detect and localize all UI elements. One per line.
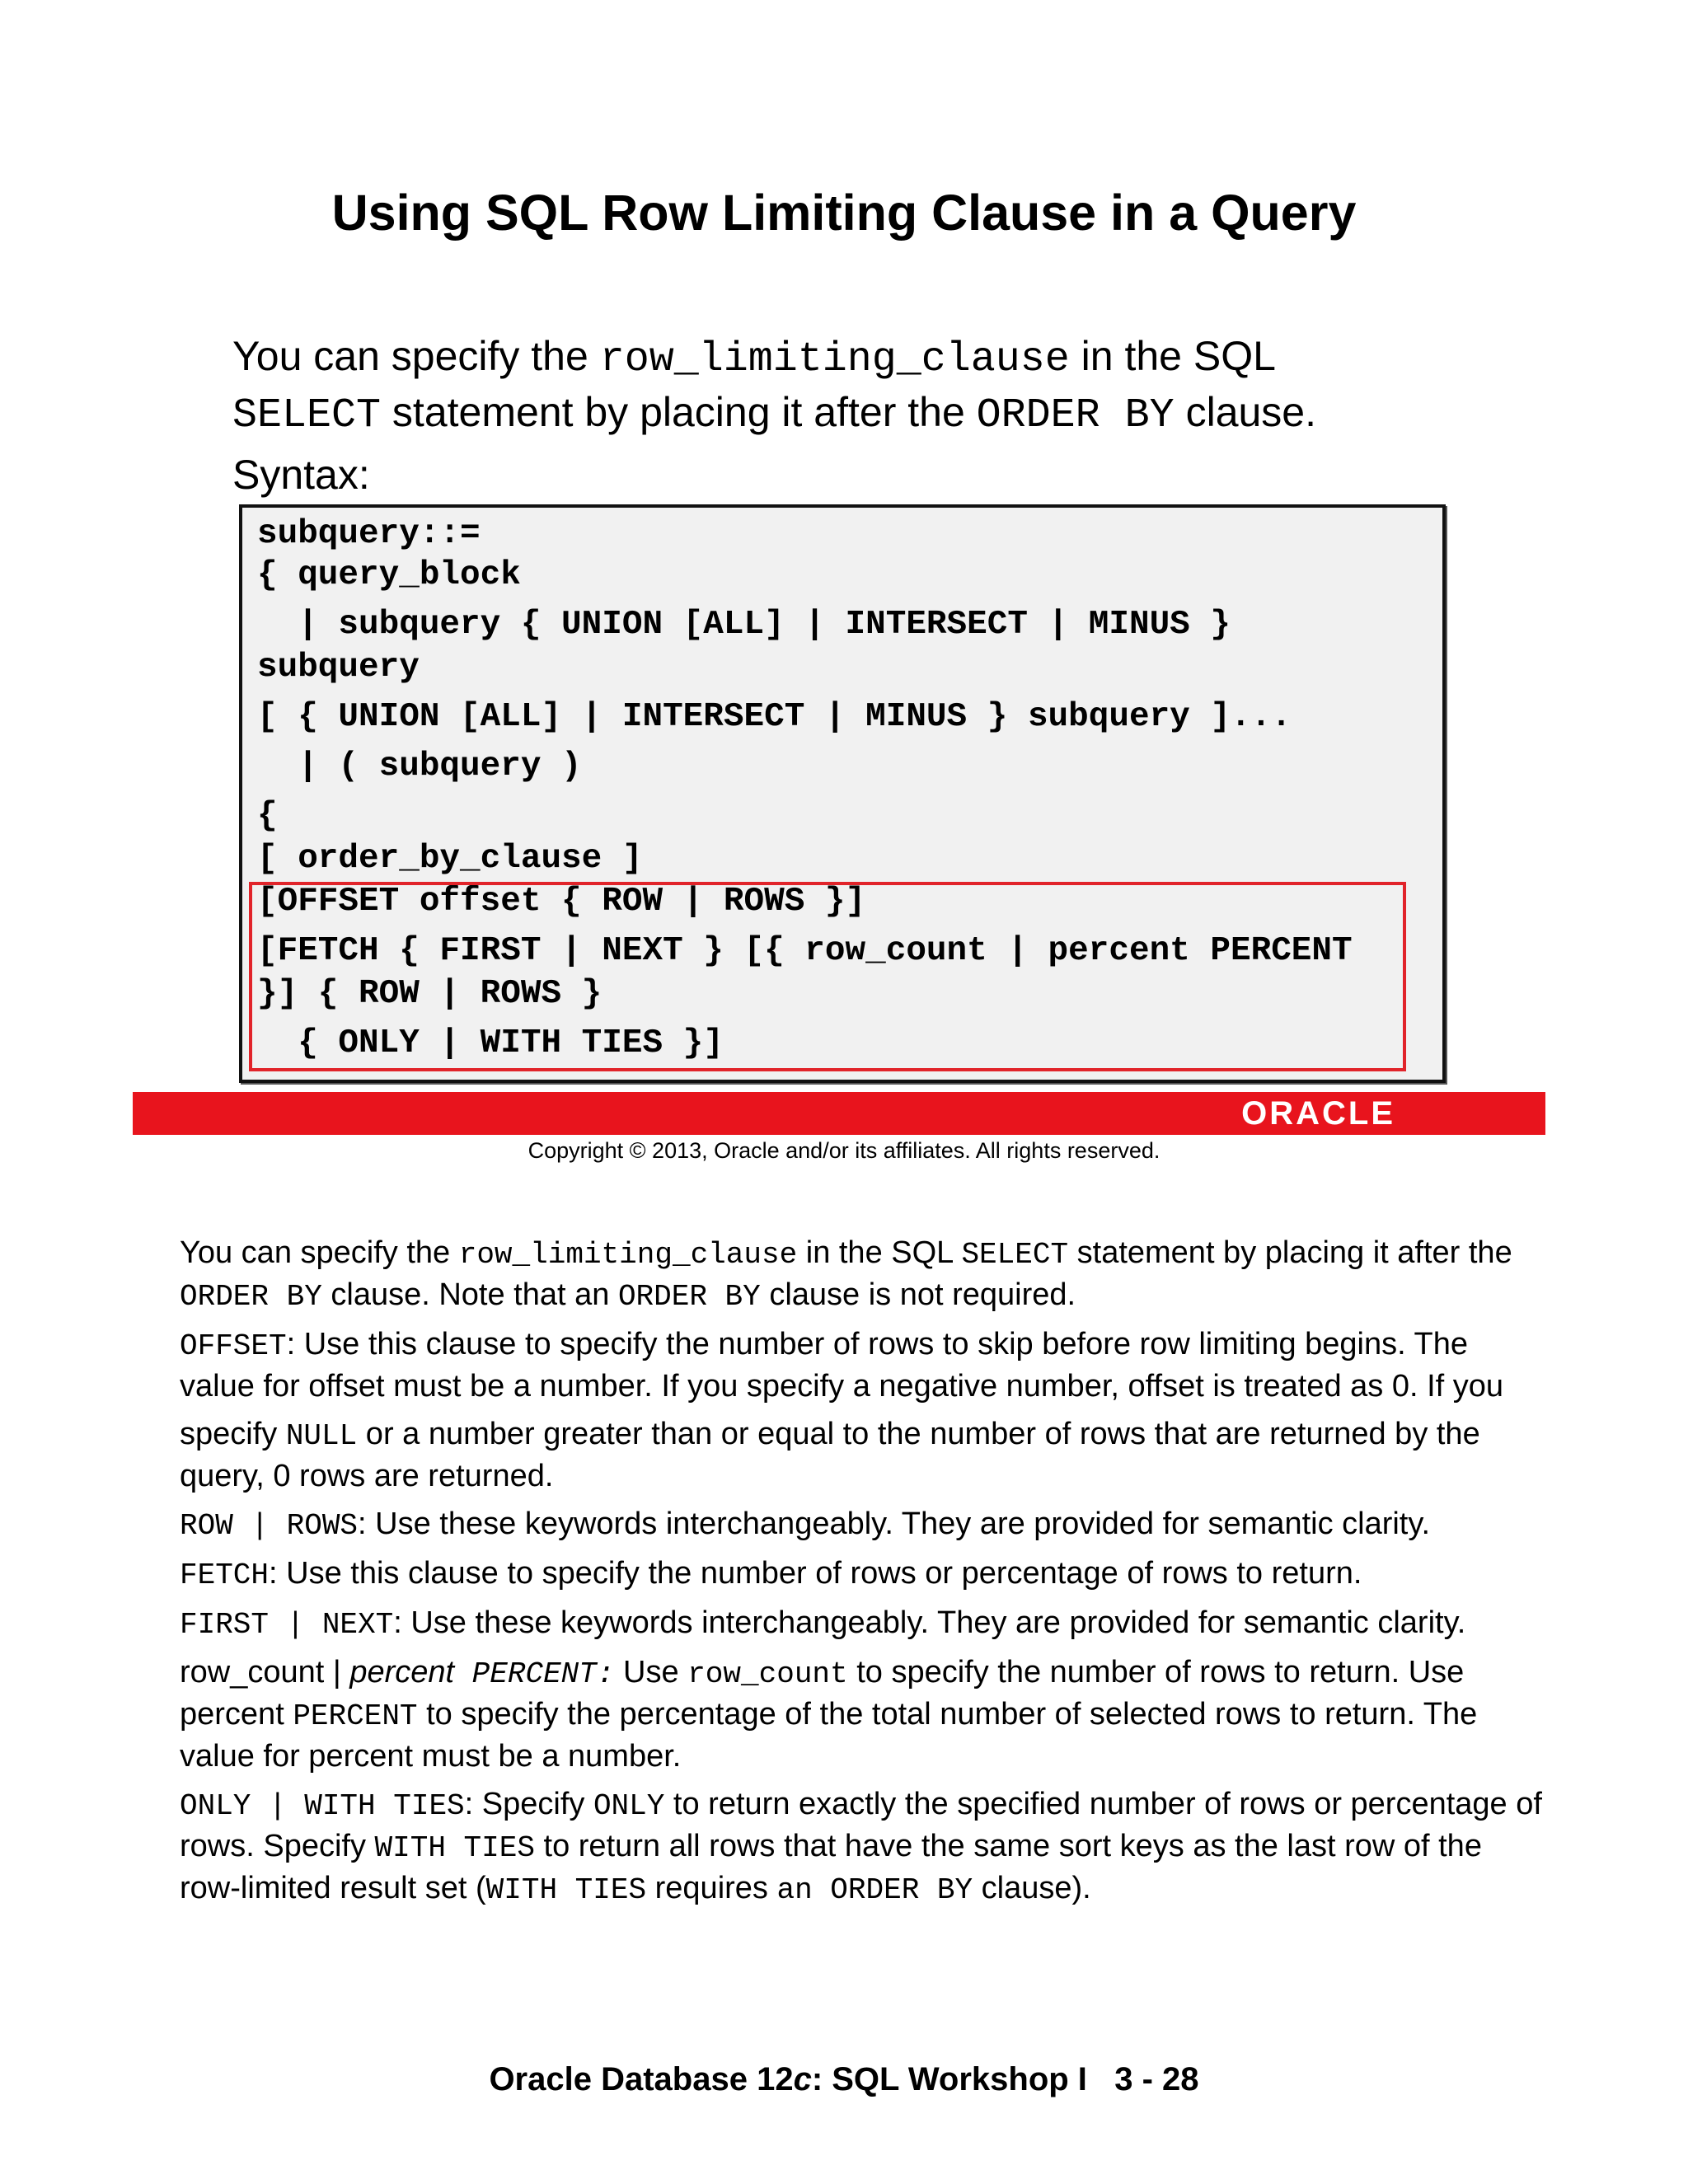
footer-italic: c bbox=[793, 2061, 812, 2097]
slide-title: Using SQL Row Limiting Clause in a Query bbox=[331, 185, 1357, 241]
oracle-logo: ORACLE bbox=[1241, 1095, 1395, 1132]
code-line: { query_block bbox=[257, 556, 521, 594]
code: OFFSET bbox=[180, 1329, 287, 1363]
code: ROW | ROWS bbox=[180, 1509, 359, 1543]
notes-paragraph bbox=[180, 1784, 1548, 1910]
oracle-red-band bbox=[133, 1092, 1545, 1135]
text: to return exactly the specified number of rows or percentage of rows. Specify bbox=[180, 1787, 1542, 1863]
intro-text: You can specify the bbox=[232, 333, 600, 379]
code: FETCH bbox=[180, 1558, 270, 1592]
code-line: { bbox=[257, 797, 278, 835]
text: clause is not required. bbox=[760, 1277, 1076, 1312]
notes-section bbox=[180, 1233, 1548, 1918]
intro-code-order-by: ORDER BY bbox=[976, 392, 1175, 439]
code: FIRST | NEXT bbox=[180, 1608, 394, 1642]
code-line: [ { UNION [ALL] | INTERSECT | MINUS } subquery ]... bbox=[257, 698, 1292, 736]
text: : Use these keywords interchangeably. They are provided for semantic clarity. bbox=[393, 1605, 1466, 1640]
intro-code-row-limiting-clause: row_limiting_clause bbox=[599, 336, 1070, 383]
text: to specify the number of rows to return. Use percent bbox=[180, 1655, 1465, 1732]
intro-line-2 bbox=[232, 386, 1316, 443]
text: You can specify the bbox=[180, 1235, 459, 1270]
code: row_limiting_clause bbox=[458, 1238, 798, 1272]
code-line: subquery bbox=[257, 649, 420, 687]
code: WITH TIES bbox=[485, 1873, 647, 1907]
code: an ORDER BY bbox=[776, 1873, 973, 1907]
code: ONLY | WITH TIES bbox=[180, 1789, 465, 1823]
footer-text: Oracle Database 12 bbox=[489, 2061, 794, 2097]
code: row_count bbox=[687, 1657, 848, 1691]
code: ORDER BY bbox=[180, 1280, 322, 1314]
intro-line-1 bbox=[232, 330, 1276, 387]
text: statement by placing it after the bbox=[1068, 1235, 1512, 1270]
notes-paragraph bbox=[180, 1414, 1548, 1497]
row-limiting-highlight-box bbox=[249, 882, 1406, 1071]
text: clause). bbox=[973, 1871, 1091, 1905]
text: : Use this clause to specify the number of rows to skip before row limiting begins. The value for offset must be a number. If you specify a negative number, offset is treated as 0. If you bbox=[180, 1327, 1504, 1404]
notes-paragraph bbox=[180, 1504, 1548, 1546]
text: Use bbox=[614, 1655, 688, 1690]
text: or a number greater than or equal to the number of rows that are returned by the query, 0 rows are returned. bbox=[180, 1417, 1480, 1493]
syntax-code-box bbox=[239, 504, 1446, 1083]
syntax-label: Syntax: bbox=[232, 452, 370, 498]
code: ORDER BY bbox=[617, 1280, 761, 1314]
code: ONLY bbox=[593, 1789, 665, 1823]
notes-paragraph bbox=[180, 1652, 1548, 1777]
intro-text: in the SQL bbox=[1069, 333, 1276, 379]
text: : Use this clause to specify the number of rows or percentage of rows to return. bbox=[269, 1556, 1362, 1591]
intro-text: statement by placing it after the bbox=[381, 389, 977, 435]
code: WITH TIES bbox=[374, 1831, 535, 1865]
intro-code-select: SELECT bbox=[232, 392, 382, 439]
italic-text: percent bbox=[349, 1655, 455, 1690]
text: to specify the percentage of the total number of selected rows to return. The value for percent must be a number. bbox=[180, 1697, 1478, 1774]
text: row_count | bbox=[180, 1655, 350, 1690]
code-line: | ( subquery ) bbox=[257, 748, 582, 785]
code-line: | subquery { UNION [ALL] | INTERSECT | MINUS } bbox=[257, 606, 1231, 644]
text: : Use these keywords interchangeably. They are provided for semantic clarity. bbox=[358, 1507, 1431, 1541]
intro-text: clause. bbox=[1174, 389, 1317, 435]
code-line: }] { ROW | ROWS } bbox=[257, 975, 603, 1013]
notes-paragraph bbox=[180, 1324, 1548, 1407]
footer-text: : SQL Workshop I 3 - 28 bbox=[811, 2061, 1199, 2097]
text: clause. Note that an bbox=[321, 1277, 618, 1312]
copyright-text: Copyright © 2013, Oracle and/or its affiliates. All rights reserved. bbox=[528, 1138, 1160, 1163]
code-line: [FETCH { FIRST | NEXT } [{ row_count | percent PERCENT bbox=[257, 932, 1353, 970]
text: requires bbox=[646, 1871, 777, 1905]
code-line: [OFFSET offset { ROW | ROWS }] bbox=[257, 883, 866, 921]
notes-paragraph bbox=[180, 1603, 1548, 1645]
text: in the SQL bbox=[797, 1235, 962, 1270]
text: specify bbox=[180, 1417, 286, 1451]
code-line: subquery::= bbox=[257, 515, 481, 553]
code-line: [ order_by_clause ] bbox=[257, 840, 643, 878]
text: : Specify bbox=[464, 1787, 593, 1821]
code: SELECT bbox=[961, 1238, 1069, 1272]
code: NULL bbox=[285, 1419, 358, 1453]
notes-paragraph bbox=[180, 1554, 1548, 1596]
code: PERCENT bbox=[293, 1699, 418, 1733]
code: PERCENT: bbox=[454, 1657, 615, 1691]
code-line: { ONLY | WITH TIES }] bbox=[257, 1024, 724, 1062]
text: to return all rows that have the same sort keys as the last row of the row-limited result set ( bbox=[180, 1829, 1482, 1905]
page-footer bbox=[0, 2058, 1688, 2101]
notes-paragraph bbox=[180, 1233, 1548, 1317]
